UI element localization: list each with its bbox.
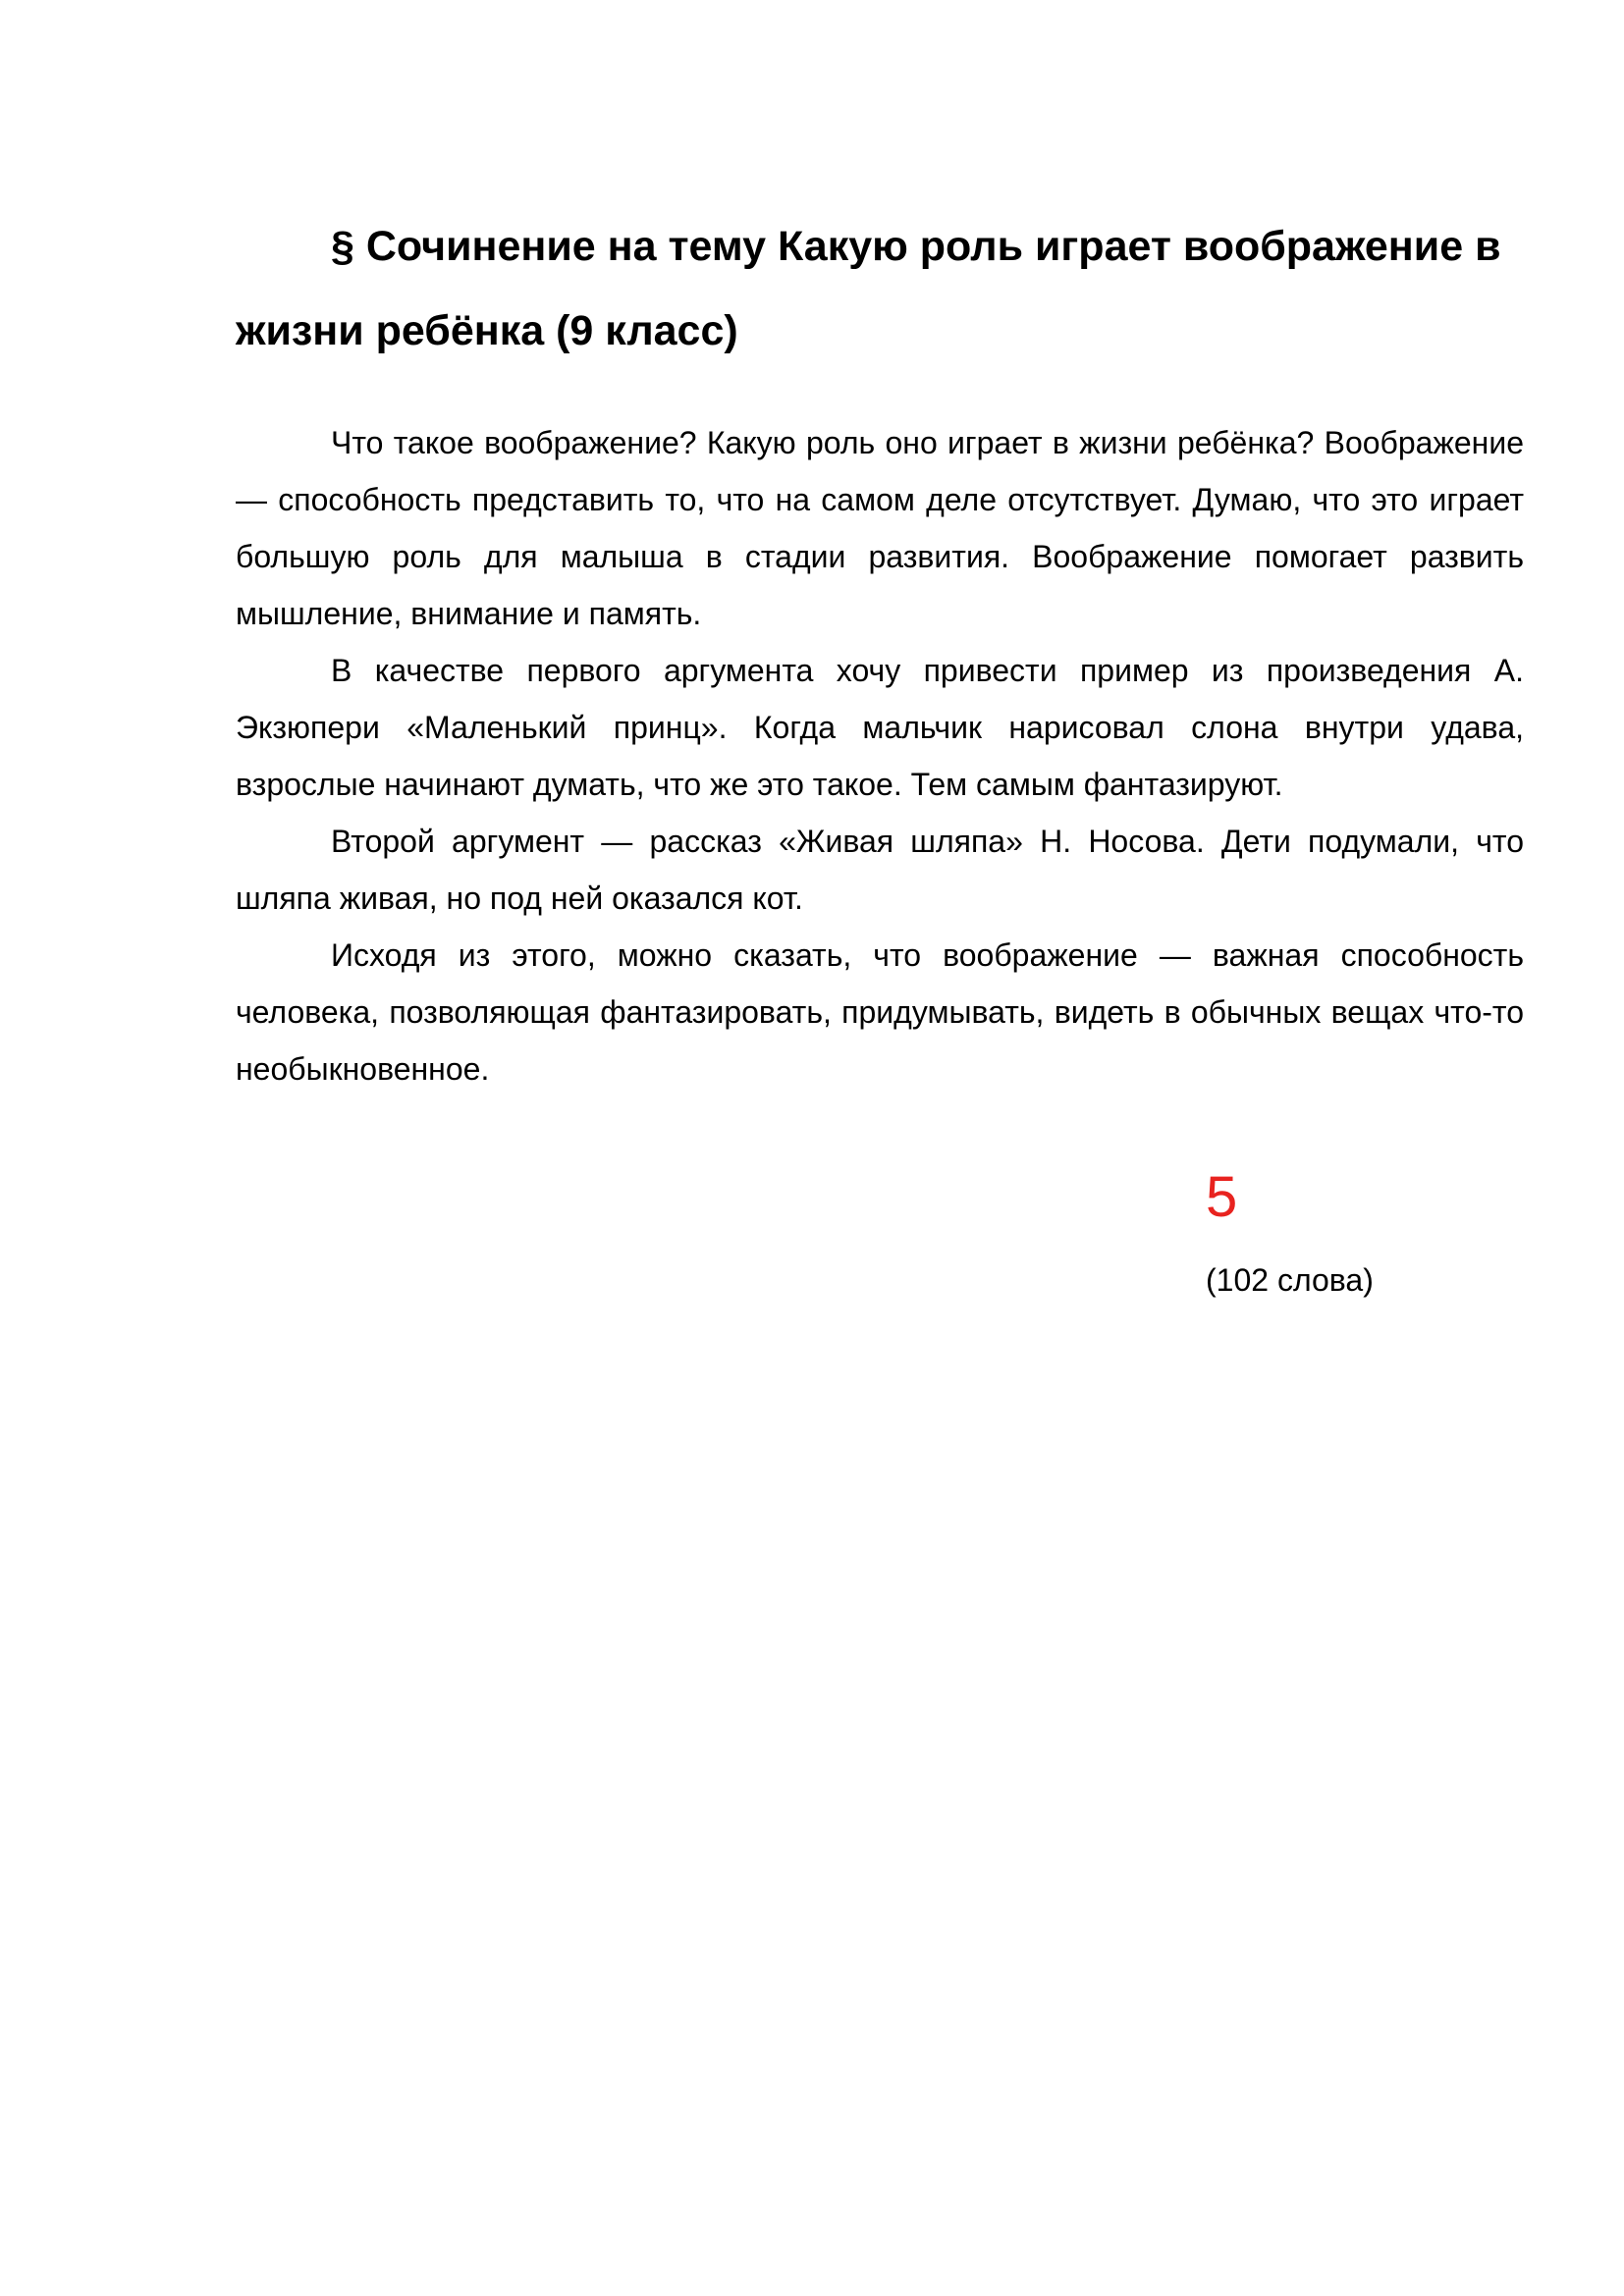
- grade-mark: 5: [1206, 1165, 1238, 1229]
- word-count: (102 слова): [1206, 1262, 1374, 1298]
- essay-paragraph-4: Исходя из этого, можно сказать, что воображение — важная способность человека, позволяющая фантазировать, придумывать, видеть в обычных вещах что-то необыкновенное.: [236, 937, 1524, 1087]
- essay-title: § Сочинение на тему Какую роль играет воображение в жизни ребёнка (9 класс): [236, 223, 1501, 354]
- essay-body: [236, 414, 1524, 1097]
- essay-paragraph-3: Второй аргумент — рассказ «Живая шляпа» Н. Носова. Дети подумали, что шляпа живая, но под ней оказался кот.: [236, 824, 1524, 916]
- essay-paragraph-2: В качестве первого аргумента хочу привести пример из произведения А. Экзюпери «Маленький принц». Когда мальчик нарисовал слона внутри удава, взрослые начинают думать, что же это такое. Тем самым фантазируют.: [236, 653, 1524, 802]
- essay-paragraph-1: Что такое воображение? Какую роль оно играет в жизни ребёнка? Воображение — способность представить то, что на самом деле отсутствует. Думаю, что это играет большую роль для малыша в стадии развития. Воображение помогает развить мышление, внимание и память.: [236, 425, 1524, 631]
